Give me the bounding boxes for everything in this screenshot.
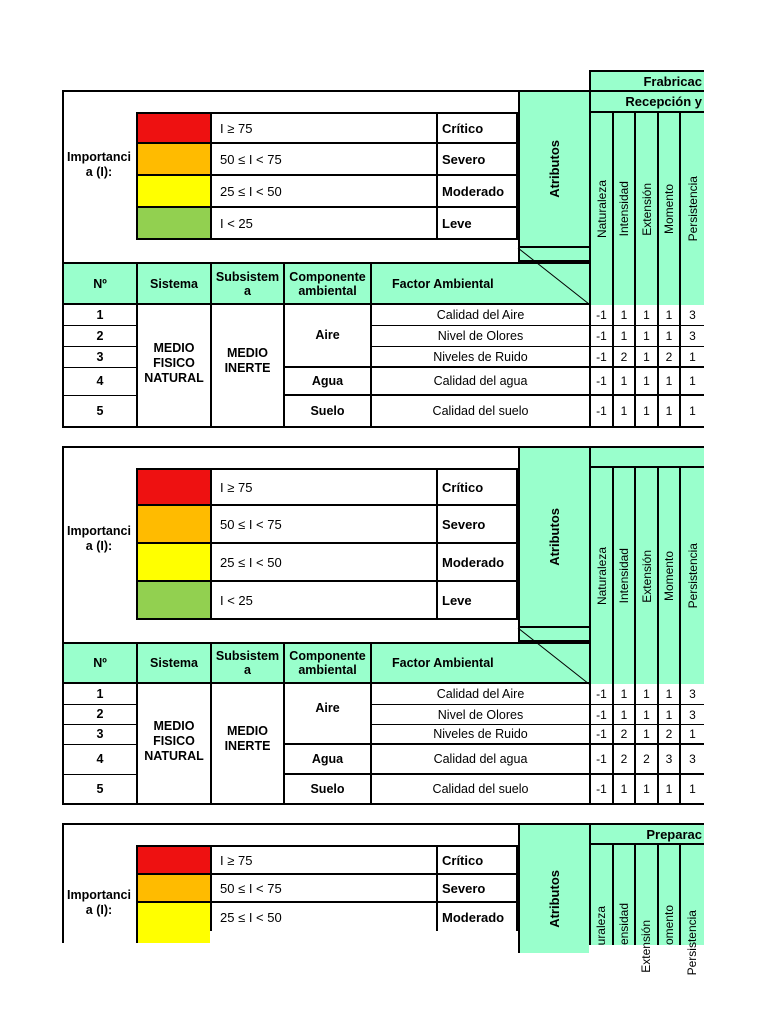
value-cell: 1 [679,396,704,428]
importance-label: Importanci a (I): [67,150,131,179]
attr-momento: omento [657,845,679,945]
header-sistema: Sistema [136,262,210,305]
legend-label: Moderado [436,176,518,208]
leve-swatch [136,208,210,240]
attr-naturaleza: Naturaleza [589,113,612,305]
value-cell: 3 [679,745,704,775]
header-n: Nº [62,262,136,305]
component-aire: Aire [283,305,370,368]
attr-persistencia: Persistencia [679,845,704,945]
table-title: Preparac [589,823,704,845]
value-cell: -1 [589,368,612,396]
header-factor: Factor Ambiental [370,262,589,305]
value-cell: -1 [589,396,612,428]
row-n: 2 [64,326,136,347]
value-cell: 1 [612,775,634,805]
header-subsistema: Subsistem a [210,262,283,305]
legend-range: 50 ≤ I < 75 [210,875,436,903]
value-cell: -1 [589,305,612,326]
legend-label: Severo [436,506,518,544]
legend-label: Leve [436,582,518,620]
factor-cell: Nivel de Olores [370,705,589,725]
attr-naturaleza: Naturaleza [589,468,612,684]
value-cell: 2 [612,725,634,745]
factor-cell: Niveles de Ruido [370,725,589,745]
moderado-swatch [136,176,210,208]
header-diagonal [518,628,590,686]
value-cell: 2 [612,347,634,368]
value-cell: 1 [612,326,634,347]
critico-swatch [136,845,210,875]
factor-cell: Calidad del suelo [370,775,589,805]
value-cell: 1 [679,368,704,396]
value-cell: -1 [589,745,612,775]
value-cell: 3 [679,305,704,326]
attr-intensidad: Intensidad [612,113,634,305]
value-cell: 2 [657,725,679,745]
value-cell: 1 [657,705,679,725]
legend-range: I ≥ 75 [210,468,436,506]
legend-range: 50 ≤ I < 75 [210,144,436,176]
value-cell: 1 [612,368,634,396]
component-suelo: Suelo [283,396,370,428]
attr-persistencia: Persistencia [679,113,704,305]
severo-swatch [136,506,210,544]
table-subtitle: Recepción y [589,90,704,113]
legend-label: Severo [436,144,518,176]
value-cell: 1 [657,326,679,347]
value-cell: 1 [634,326,657,347]
legend-label: Leve [436,208,518,240]
header-componente: Componente ambiental [283,262,370,305]
value-cell: 2 [612,745,634,775]
sistema-cell: MEDIO FISICO NATURAL [136,684,210,805]
legend-label: Moderado [436,544,518,582]
factor-cell: Calidad del Aire [370,305,589,326]
row-n: 3 [64,725,136,745]
value-cell: 1 [657,305,679,326]
row-n: 5 [96,403,104,418]
value-cell: 1 [634,705,657,725]
factor-cell: Calidad del agua [370,745,589,775]
attr-intensidad: Intensidad [612,468,634,684]
value-cell: 1 [634,368,657,396]
attr-extension: Extensión [634,845,657,945]
legend-label: Crítico [436,112,518,144]
legend-label: Severo [436,875,518,903]
table-title: Frabricac [589,70,704,90]
component-agua: Agua [283,745,370,775]
value-cell: 1 [634,305,657,326]
atributos-header: Atributos [518,90,589,248]
value-cell: 1 [657,368,679,396]
atributos-header: Atributos [518,823,589,953]
value-cell: 1 [679,347,704,368]
value-cell: 1 [657,396,679,428]
component-suelo: Suelo [283,775,370,805]
subsistema-cell: MEDIO INERTE [210,684,283,805]
value-cell: 2 [657,347,679,368]
value-cell: 3 [679,705,704,725]
value-cell: 1 [657,775,679,805]
attr-momento: Momento [657,113,679,305]
attr-persistencia: Persistencia [679,468,704,684]
value-cell: -1 [589,684,612,705]
value-cell: -1 [589,326,612,347]
legend-range: I < 25 [210,582,436,620]
legend-range: 50 ≤ I < 75 [210,506,436,544]
value-cell: 1 [657,684,679,705]
leve-swatch [136,582,210,620]
value-cell: 3 [657,745,679,775]
attr-extension: Extensión [634,468,657,684]
value-cell: 3 [679,326,704,347]
impact-matrix-3 [62,823,704,975]
value-cell: -1 [589,347,612,368]
critico-swatch [136,112,210,144]
header-subsistema: Subsistem a [210,642,283,684]
row-n: 1 [64,684,136,705]
factor-cell: Calidad del suelo [370,396,589,428]
legend-label: Crítico [436,845,518,875]
value-cell: 1 [634,347,657,368]
value-cell: 2 [634,745,657,775]
factor-cell: Calidad del agua [370,368,589,396]
component-agua: Agua [283,368,370,396]
value-cell: 1 [612,396,634,428]
sistema-cell: MEDIO FISICO NATURAL [136,305,210,428]
header-sistema: Sistema [136,642,210,684]
value-cell: 1 [612,305,634,326]
moderado-swatch [136,903,210,943]
header-n: Nº [62,642,136,684]
row-n: 1 [64,305,136,326]
value-cell: -1 [589,705,612,725]
factor-cell: Nivel de Olores [370,326,589,347]
legend-label: Crítico [436,468,518,506]
importance-label: Importanci a (I): [67,524,131,553]
header-diagonal [518,248,590,306]
row-n: 4 [64,368,136,396]
row-n: 5 [96,781,104,796]
attr-momento: Momento [657,468,679,684]
moderado-swatch [136,544,210,582]
severo-swatch [136,875,210,903]
table-title [589,446,704,468]
header-componente: Componente ambiental [283,642,370,684]
legend-range: I ≥ 75 [210,845,436,875]
factor-cell: Niveles de Ruido [370,347,589,368]
legend-range: 25 ≤ I < 50 [210,544,436,582]
value-cell: 1 [634,775,657,805]
row-n: 4 [64,745,136,775]
value-cell: 3 [679,684,704,705]
legend-label: Moderado [436,903,518,931]
legend-range: I < 25 [210,208,436,240]
attr-intensidad: ensidad [612,845,634,945]
row-n: 2 [64,705,136,725]
subsistema-cell: MEDIO INERTE [210,305,283,428]
importance-label: Importanci a (I): [67,888,131,917]
impact-matrix-1 [62,70,704,428]
severo-swatch [136,144,210,176]
attr-extension: Extensión [634,113,657,305]
legend-range: 25 ≤ I < 50 [210,176,436,208]
value-cell: 1 [634,725,657,745]
factor-cell: Calidad del Aire [370,684,589,705]
value-cell: 1 [612,684,634,705]
critico-swatch [136,468,210,506]
impact-matrix-2 [62,446,704,806]
row-n: 3 [64,347,136,368]
value-cell: 1 [679,725,704,745]
value-cell: -1 [589,725,612,745]
value-cell: -1 [589,775,612,805]
attr-naturaleza: uraleza [589,845,612,945]
legend-range: I ≥ 75 [210,112,436,144]
value-cell: 1 [612,705,634,725]
atributos-header: Atributos [518,446,589,628]
component-aire: Aire [283,684,370,745]
value-cell: 1 [634,684,657,705]
legend-range: 25 ≤ I < 50 [210,903,436,931]
value-cell: 1 [679,775,704,805]
value-cell: 1 [634,396,657,428]
header-factor: Factor Ambiental [370,642,589,684]
